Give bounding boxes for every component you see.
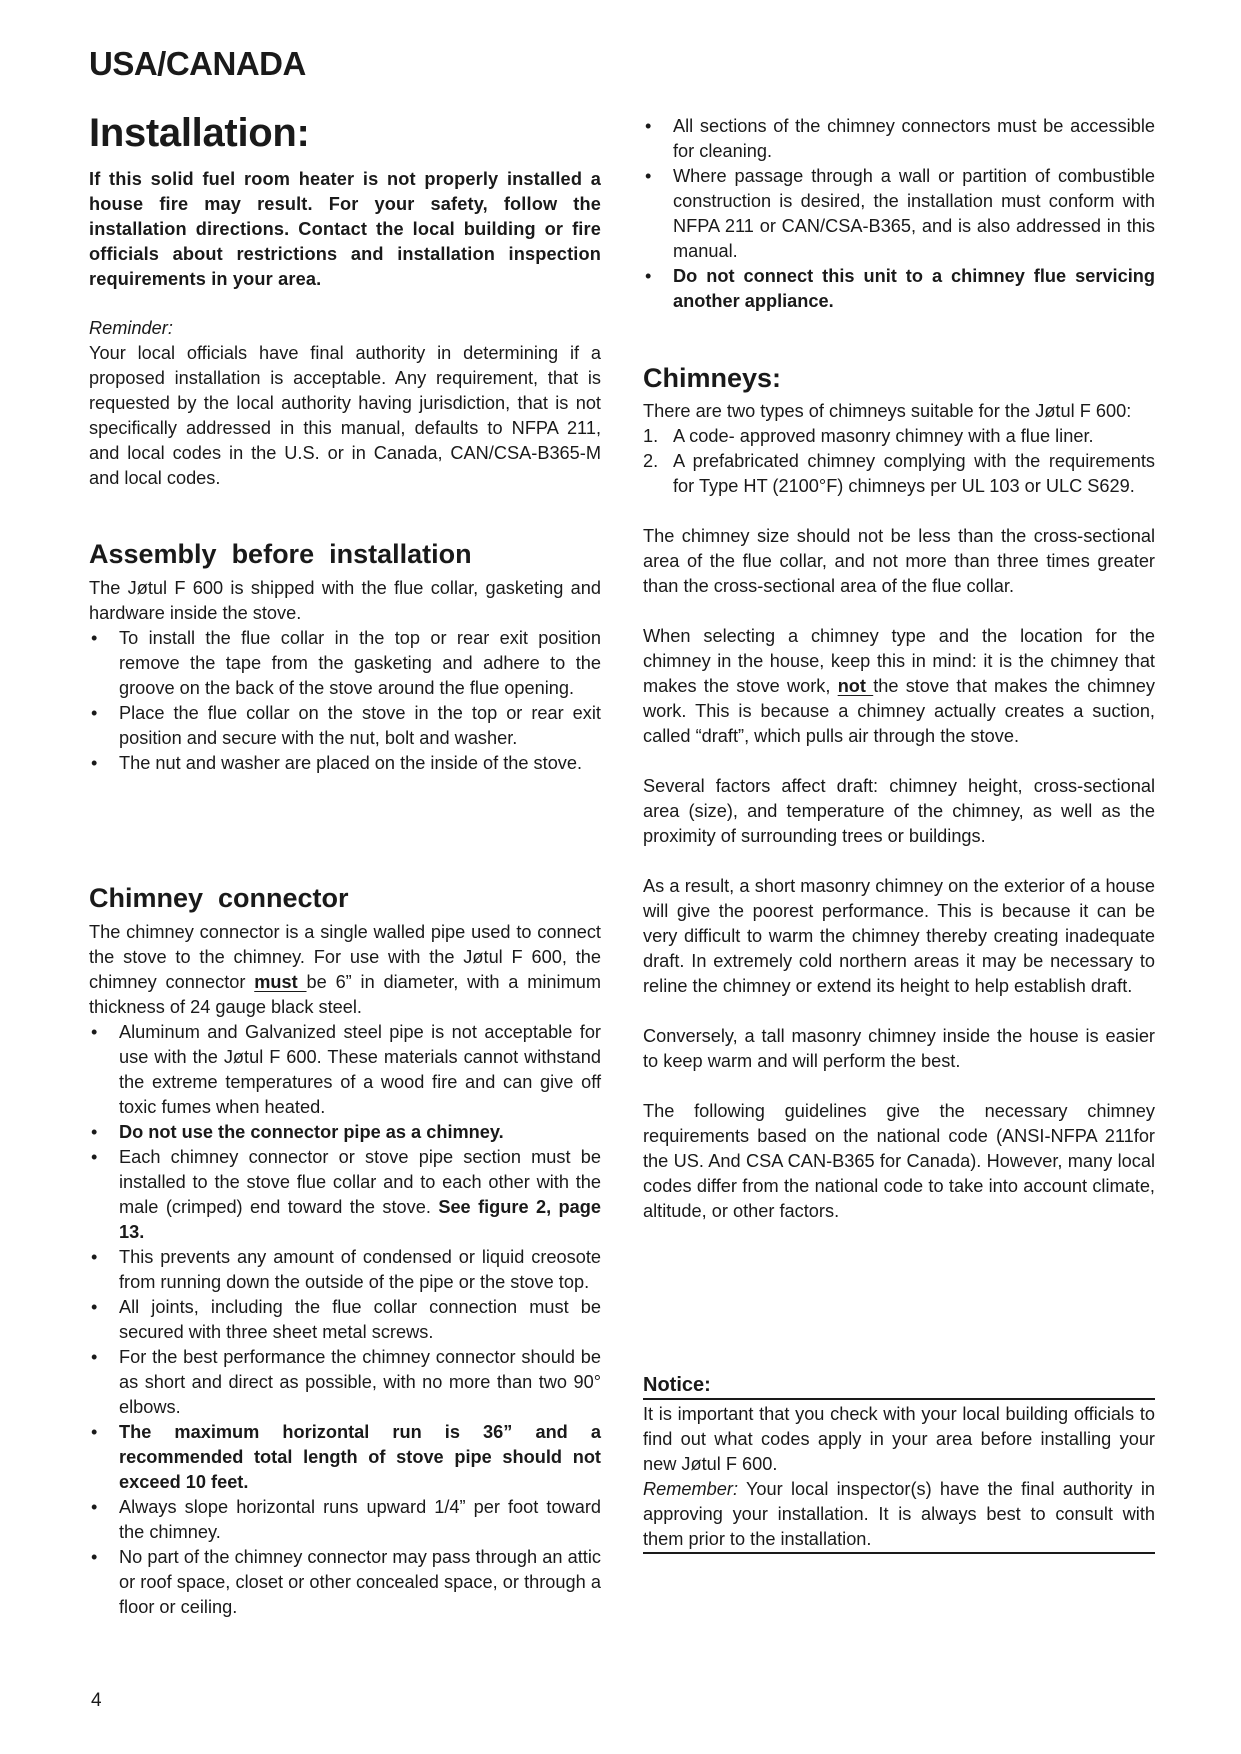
- conversely-paragraph: Conversely, a tall masonry chimney inside the house is easier to keep warm and will perform the best.: [643, 1026, 1155, 1071]
- emphasis-not: not: [837, 676, 874, 696]
- bullet-icon: •: [91, 1147, 98, 1167]
- list-item: • To install the flue collar in the top or rear exit position remove the tape from the gasketing and adhere to the groove on the back of the stove around the flue opening.: [91, 628, 601, 698]
- list-item: 2. A prefabricated chimney complying with the requirements for Type HT (2100°F) chimneys per UL 103 or ULC S629.: [643, 451, 1155, 496]
- list-item: • Do not connect this unit to a chimney flue servicing another appliance.: [645, 266, 1155, 311]
- bullet-icon: •: [91, 1547, 98, 1567]
- chimneys-section: [643, 361, 1155, 1224]
- reminder-text: Your local officials have final authority in determining if a proposed installation is acceptable. Any requirement, that is requested by the local authority having jurisdiction, that is not specifically addressed in this manual, defaults to NFPA 211, and local codes in the U.S. or in Canada, CAN/CSA-B365-M and local codes.: [89, 343, 601, 488]
- list-item: • All joints, including the flue collar connection must be secured with three sheet metal screws.: [91, 1297, 601, 1342]
- page-title: Installation:: [89, 111, 310, 155]
- bullet-icon: •: [91, 753, 98, 773]
- chimneys-heading: Chimneys:: [643, 363, 782, 393]
- bullet-icon: •: [91, 703, 98, 723]
- reminder-block: [89, 316, 601, 491]
- connector-list: [89, 1020, 601, 1620]
- draft-factors-paragraph: Several factors affect draft: chimney height, cross-sectional area (size), and temperature of the chimney, as well as the proximity of surrounding trees or buildings.: [643, 776, 1155, 846]
- connector-section: [89, 881, 601, 1620]
- bullet-icon: •: [645, 266, 652, 286]
- emphasis-must: must: [254, 972, 307, 992]
- list-item: • Do not use the connector pipe as a chimney.: [89, 1120, 601, 1145]
- connector-list-continued: [643, 114, 1155, 314]
- assembly-section: [89, 537, 601, 776]
- connector-heading: Chimney connector: [89, 883, 349, 913]
- guidelines-paragraph: The following guidelines give the necessary chimney requirements based on the national code (ANSI-NFPA 211for the US. And CSA CAN-B365 for Canada). However, many local codes differ from the national code to take into account climate, altitude, or other factors.: [643, 1101, 1155, 1221]
- notice-remember: Remember: Your local inspector(s) have the final authority in approving your installation. It is always best to consult with them prior to the installation.: [643, 1477, 1155, 1554]
- bullet-icon: •: [645, 116, 652, 136]
- page-number: 4: [91, 1690, 102, 1711]
- bullet-icon: •: [91, 1347, 98, 1367]
- bullet-icon: •: [91, 1422, 98, 1442]
- bullet-icon: •: [91, 1497, 98, 1517]
- assembly-heading: Assembly before installation: [89, 539, 472, 569]
- list-item: • For the best performance the chimney connector should be as short and direct as possible, with no more than two 90° elbows.: [91, 1347, 601, 1417]
- notice-box: [643, 1373, 1155, 1554]
- chimney-types-list: [643, 424, 1155, 499]
- connector-intro: The chimney connector is a single walled pipe used to connect the stove to the chimney. For use with the Jøtul F 600, the chimney connector must be 6” in diameter, with a minimum thickness of 24 gauge black steel.: [89, 922, 602, 1017]
- reminder-label: Reminder:: [89, 318, 173, 338]
- list-item: • The nut and washer are placed on the inside of the stove.: [89, 751, 601, 776]
- remember-label: Remember:: [643, 1479, 739, 1499]
- list-item: 1. A code- approved masonry chimney with a flue liner.: [643, 426, 1094, 446]
- bullet-icon: •: [645, 166, 652, 186]
- list-item: • Always slope horizontal runs upward 1/4” per foot toward the chimney.: [91, 1497, 601, 1542]
- assembly-intro: The Jøtul F 600 is shipped with the flue collar, gasketing and hardware inside the stove.: [89, 578, 601, 623]
- bullet-icon: •: [91, 628, 98, 648]
- list-item: • No part of the chimney connector may pass through an attic or roof space, closet or other concealed space, or through a floor or ceiling.: [91, 1547, 601, 1617]
- bullet-icon: •: [91, 1247, 98, 1267]
- chimneys-intro: There are two types of chimneys suitable for the Jøtul F 600:: [643, 401, 1132, 421]
- list-item: • This prevents any amount of condensed or liquid creosote from running down the outside of the pipe or the stove top.: [91, 1247, 601, 1292]
- list-item: • Where passage through a wall or partition of combustible construction is desired, the installation must conform with NFPA 211 or CAN/CSA-B365, and is also addressed in this manual.: [645, 166, 1155, 261]
- list-item: • The maximum horizontal run is 36” and a recommended total length of stove pipe should not exceed 10 feet.: [91, 1422, 601, 1492]
- bullet-icon: •: [91, 1297, 98, 1317]
- assembly-list: [89, 626, 601, 776]
- chimney-selecting-paragraph: When selecting a chimney type and the location for the chimney in the house, keep this in mind: it is the chimney that makes the stove work, not the stove that makes the chimney work. This is because a chimney actually creates a suction, called “draft”, which pulls air through the stove.: [643, 626, 1155, 746]
- chimney-size-paragraph: The chimney size should not be less than the cross-sectional area of the flue collar, and not more than three times greater than the cross-sectional area of the flue collar.: [643, 526, 1155, 596]
- region-title: USA/CANADA: [89, 45, 306, 82]
- bullet-icon: •: [91, 1022, 98, 1042]
- list-item: • Aluminum and Galvanized steel pipe is not acceptable for use with the Jøtul F 600. These materials cannot withstand the extreme temperatures of a wood fire and can give off toxic fumes when heated.: [91, 1022, 601, 1117]
- safety-warning: If this solid fuel room heater is not properly installed a house fire may result. For your safety, follow the installation directions. Contact the local building or fire officials about restrictions and installation inspection requirements in your area.: [89, 169, 601, 289]
- draft-result-paragraph: As a result, a short masonry chimney on the exterior of a house will give the poorest performance. This is because it can be very difficult to warm the chimney thereby creating inadequate draft. In extremely cold northern areas it may be necessary to reline the chimney or extend its height to help establish draft.: [643, 876, 1155, 996]
- list-item: • Each chimney connector or stove pipe section must be installed to the stove flue collar and to each other with the male (crimped) end toward the stove. See figure 2, page 13.: [91, 1147, 601, 1242]
- list-item: • Place the flue collar on the stove in the top or rear exit position and secure with the nut, bolt and washer.: [91, 703, 601, 748]
- notice-text: It is important that you check with your local building officials to find out what codes apply in your area before installing your new Jøtul F 600.: [643, 1404, 1155, 1474]
- list-item: • All sections of the chimney connectors must be accessible for cleaning.: [645, 116, 1155, 161]
- bullet-icon: •: [91, 1122, 98, 1142]
- notice-heading: Notice:: [643, 1373, 1155, 1400]
